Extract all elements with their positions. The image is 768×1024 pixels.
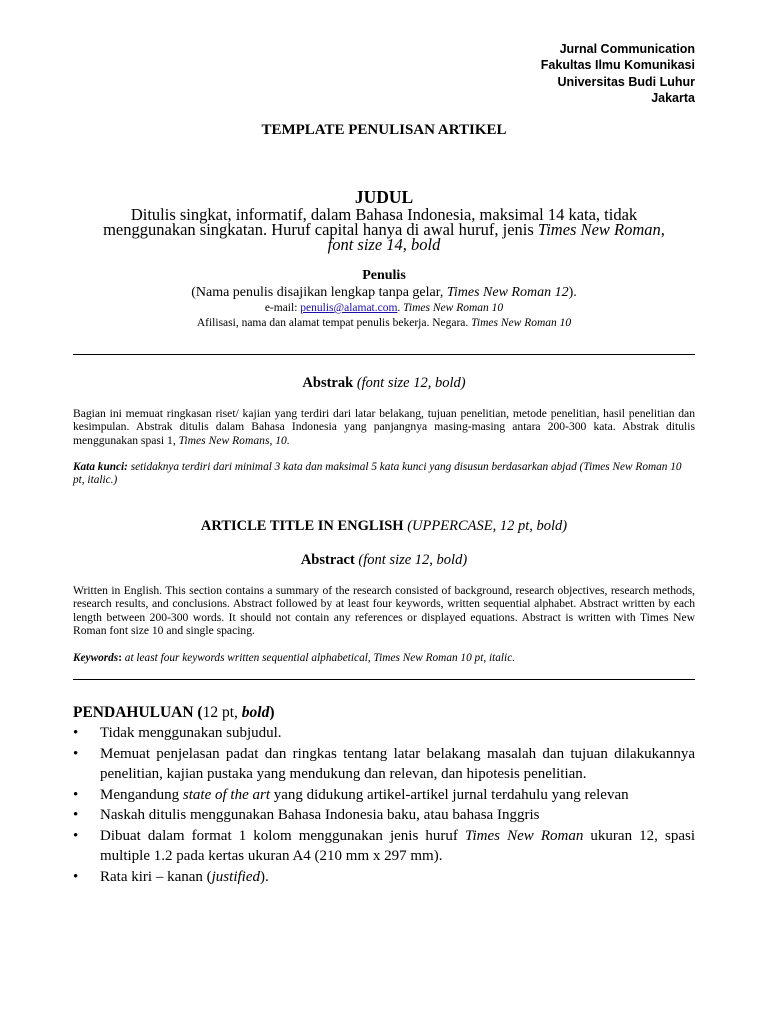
affiliation-font-note: Times New Roman 10 (471, 317, 572, 329)
abstrak-body-text: Bagian ini memuat ringkasan riset/ kajian yang terdiri dari latar belakang, tujuan penelitian, metode penelitian, hasil penelitian dan kesimpulan. Abstrak ditulis dalam Bahasa Indonesia yang panjangnya masing-masing antara 200-300 kata. Abstrak ditulis menggunakan spasi 1, (73, 407, 695, 447)
kata-kunci-label: Kata kunci: (73, 461, 128, 473)
author-desc-end: ). (568, 285, 577, 300)
abstrak-body-font: Times New Romans, 10. (178, 433, 290, 447)
list-item (73, 805, 695, 826)
affiliation-text: Afilisasi, nama dan alamat tempat penulis bekerja. Negara. (196, 317, 472, 329)
faculty-name: Fakultas Ilmu Komunikasi (540, 58, 695, 73)
pendahuluan-label: PENDAHULUAN ( (73, 704, 203, 721)
affiliation-line (0, 316, 768, 331)
abstract-heading (0, 552, 768, 569)
judul-description (90, 207, 678, 252)
bullet-text: Tidak menggunakan subjudul. (100, 725, 282, 741)
bullet-text-italic: state of the art (182, 786, 270, 803)
english-title-heading (0, 518, 768, 535)
author-description (0, 284, 768, 301)
journal-name: Jurnal Communication (559, 42, 695, 56)
list-item (73, 723, 695, 744)
bullet-icon: • (73, 745, 79, 762)
email-line (0, 301, 768, 316)
bullet-text: Memuat penjelasan padat dan ringkas tentang latar belakang masalah dan tujuan dilakukannya penelitian, kajian pustaka yang mendukung dan relevan, dan hipotesis penelitian. (100, 745, 695, 782)
email-suffix: . (397, 302, 404, 314)
author-block (0, 267, 768, 331)
list-item (73, 785, 695, 806)
city-name: Jakarta (651, 90, 695, 105)
bullet-text-pre: Rata kiri – kanan ( (100, 868, 212, 885)
pendahuluan-close: ) (269, 704, 275, 721)
pendahuluan-size: 12 pt, (202, 704, 242, 721)
judul-desc-font: Times New Roman, font size 14, bold (327, 220, 665, 254)
email-font-note: Times New Roman 10 (403, 302, 504, 314)
keywords-label: Keywords (73, 652, 119, 664)
kata-kunci (73, 461, 695, 488)
keywords-colon: : (118, 652, 122, 664)
list-item (73, 826, 695, 867)
email-link[interactable]: penulis@alamat.com (300, 302, 398, 314)
abstract-heading-note: (font size 12, bold) (354, 552, 468, 568)
bullet-text-italic: justified (211, 868, 260, 885)
abstrak-heading (0, 375, 768, 392)
author-desc-font: Times New Roman 12 (446, 285, 569, 300)
divider-bottom (73, 679, 695, 680)
abstrak-heading-label: Abstrak (302, 375, 354, 391)
bullet-icon: • (73, 827, 79, 844)
pendahuluan-style: bold (241, 704, 270, 721)
bullet-text-post: ukuran 12, spasi multiple 1.2 pada kertas ukuran A4 (210 mm x 297 mm). (100, 827, 695, 864)
author-heading: Penulis (362, 268, 406, 283)
bullet-icon: • (73, 868, 79, 885)
abstrak-heading-note: (font size 12, bold) (353, 375, 466, 391)
bullet-text: Naskah ditulis menggunakan Bahasa Indonesia baku, atau bahasa Inggris (100, 807, 540, 823)
list-item (73, 867, 695, 888)
pendahuluan-heading (73, 703, 275, 723)
bullet-text-post: yang didukung artikel-artikel jurnal terdahulu yang relevan (269, 786, 629, 803)
journal-header (541, 41, 695, 106)
abstrak-body (73, 407, 695, 447)
title-instructions (90, 188, 678, 252)
bullet-icon: • (73, 807, 79, 823)
author-desc-text: (Nama penulis disajikan lengkap tanpa gelar, (191, 285, 447, 300)
keywords (73, 652, 695, 665)
template-title: TEMPLATE PENULISAN ARTIKEL (261, 122, 507, 138)
bullet-text-post: ). (259, 868, 269, 885)
judul-desc-text: Ditulis singkat, informatif, dalam Bahasa Indonesia, maksimal 14 kata, tidak menggunakan singkatan. Huruf capital hanya di awal huruf, jenis (103, 205, 638, 239)
english-title-note: (UPPERCASE, 12 pt, bold) (403, 518, 568, 534)
judul-heading: JUDUL (354, 187, 414, 207)
list-item (73, 744, 695, 785)
pendahuluan-bullet-list (73, 723, 695, 887)
bullet-icon: • (73, 786, 79, 803)
university-name: Universitas Budi Luhur (557, 74, 695, 89)
email-prefix: e-mail: (264, 302, 301, 314)
bullet-text-pre: Dibuat dalam format 1 kolom menggunakan jenis huruf (100, 827, 465, 844)
bullet-text-italic: Times New Roman (464, 827, 584, 844)
keywords-text: at least four keywords written sequential alphabetical, Times New Roman 10 pt, italic. (121, 652, 516, 664)
abstract-heading-label: Abstract (300, 552, 355, 568)
kata-kunci-text: setidaknya terdiri dari minimal 3 kata dan maksimal 5 kata kunci yang disusun berdasarkan abjad (Times New Roman 10 pt, italic.) (73, 461, 682, 487)
divider-top (73, 354, 695, 355)
abstract-body: Written in English. This section contains a summary of the research consisted of background, research objectives, research methods, research results, and conclusions. Abstract followed by at least four keywords, written sequential alphabet. Abstract written by each length between 200-300 words. It should not contain any references or displayed equations. Abstract is written with Times New Roman font size 10 and single spacing. (73, 584, 695, 637)
bullet-icon: • (73, 725, 79, 741)
english-title-label: ARTICLE TITLE IN ENGLISH (200, 518, 404, 534)
bullet-text-pre: Mengandung (100, 786, 183, 803)
